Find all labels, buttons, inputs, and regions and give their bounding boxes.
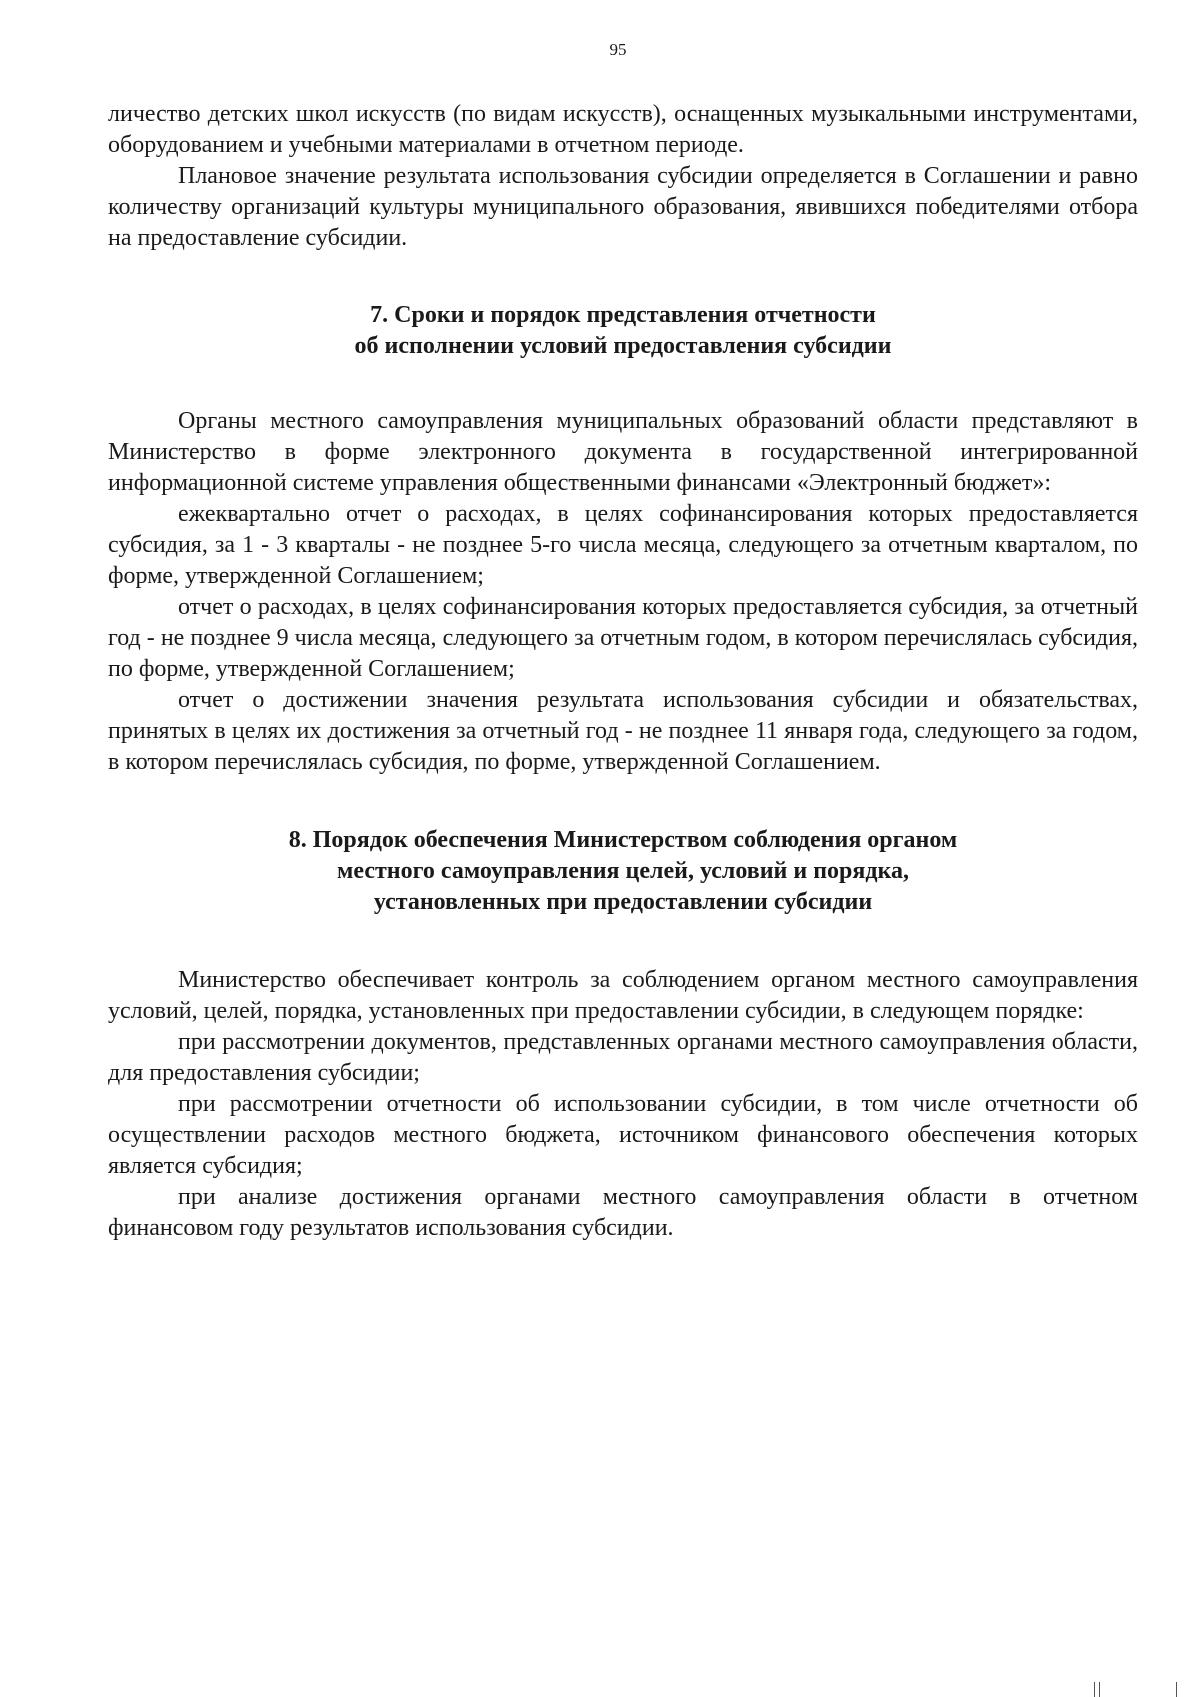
section-7-heading-line-2: об исполнении условий предоставления субсидии — [354, 333, 892, 359]
section-8-heading-line-1: 8. Порядок обеспечения Министерством соблюдения органом — [288, 827, 958, 853]
section-8-paragraph: при рассмотрении отчетности об использовании субсидии, в том числе отчетности об осуществлении расходов местного бюджета, источником финансового обеспечения которых является субсидия; — [108, 1091, 1138, 1179]
section-7-paragraph: отчет о расходах, в целях софинансирования которых предоставляется субсидия, за отчетный год - не позднее 9 числа месяца, следующего за отчетным годом, в котором перечислялась субсидия, по форме, утвержденной Соглашением; — [108, 594, 1138, 682]
page-content — [108, 99, 1138, 1244]
page-number: 95 — [609, 40, 627, 59]
section-8-paragraph: при анализе достижения органами местного самоуправления области в отчетном финансовом году результатов использования субсидии. — [108, 1184, 1138, 1241]
scan-edge-mark — [1176, 1682, 1177, 1697]
section-7-paragraph: отчет о достижении значения результата использования субсидии и обязательствах, принятых в целях их достижения за отчетный год - не позднее 11 января года, следующего за годом, в котором перечислялась субсидия, по форме, утвержденной Соглашением. — [108, 687, 1138, 775]
section-7-paragraph: ежеквартально отчет о расходах, в целях софинансирования которых предоставляется субсидия, за 1 - 3 кварталы - не позднее 5-го числа месяца, следующего за отчетным кварталом, по форме, утвержденной Соглашением; — [108, 501, 1138, 589]
section-8-paragraph: Министерство обеспечивает контроль за соблюдением органом местного самоуправления условий, целей, порядка, установленных при предоставлении субсидии, в следующем порядке: — [108, 967, 1138, 1024]
intro-continuation: личество детских школ искусств (по видам искусств), оснащенных музыкальными инструментами, оборудованием и учебными материалами в отчетном периоде. — [108, 101, 1138, 158]
section-8-heading-line-2: местного самоуправления целей, условий и порядка, — [337, 858, 909, 884]
section-8-paragraph: при рассмотрении документов, представленных органами местного самоуправления области, для предоставления субсидии; — [108, 1029, 1138, 1086]
scan-edge-mark — [1099, 1682, 1100, 1697]
section-8-heading — [108, 825, 1138, 918]
section-7-paragraph: Органы местного самоуправления муниципальных образований области представляют в Министерство в форме электронного документа в государственной интегрированной информационной системе управления общественными финансами «Электронный бюджет»: — [108, 408, 1138, 496]
section-7-heading — [108, 300, 1138, 362]
section-7-heading-line-1: 7. Сроки и порядок представления отчетности — [370, 302, 876, 328]
scan-edge-mark — [1094, 1682, 1095, 1697]
section-8-heading-line-3: установленных при предоставлении субсидии — [373, 889, 873, 915]
intro-planned-value: Плановое значение результата использования субсидии определяется в Соглашении и равно количеству организаций культуры муниципального образования, явившихся победителями отбора на предоставление субсидии. — [108, 163, 1138, 251]
